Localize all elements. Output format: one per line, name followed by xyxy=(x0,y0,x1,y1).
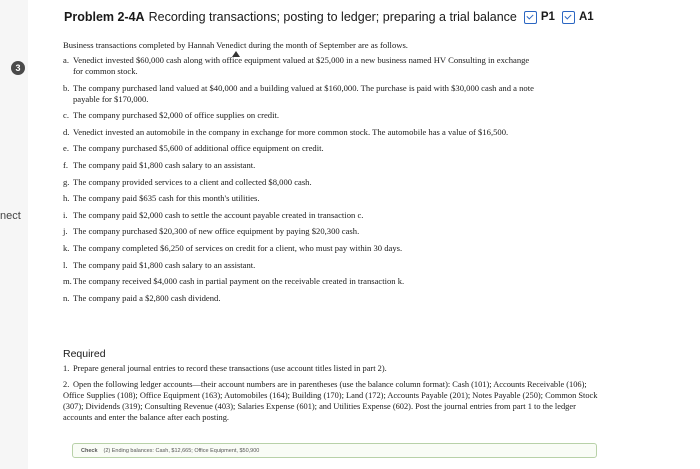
transaction-text: The company purchased $2,000 of office supplies on credit. xyxy=(73,110,280,121)
transaction-letter: j. xyxy=(63,226,68,237)
transaction-i xyxy=(63,210,623,221)
transaction-text: Venedict invested an automobile in the company in exchange for more common stock. The automobile has a value of $16,500. xyxy=(73,126,509,137)
check-text: (2) Ending balances: Cash, $12,665; Office Equipment, $50,900 xyxy=(103,447,260,454)
transaction-letter: l. xyxy=(63,259,68,270)
transaction-letter: i. xyxy=(63,209,68,220)
required-list xyxy=(63,363,603,428)
transaction-e xyxy=(63,143,623,154)
transaction-letter: c. xyxy=(63,110,69,121)
required-number: 2. xyxy=(63,380,70,389)
transaction-f xyxy=(63,160,623,171)
problem-title xyxy=(64,10,594,24)
transaction-text-cont: payable for $170,000. xyxy=(73,93,149,104)
learning-objective-p1: P1 xyxy=(540,11,555,23)
transaction-a xyxy=(63,55,623,77)
transaction-b xyxy=(63,83,623,105)
transaction-n xyxy=(63,293,623,304)
transaction-l xyxy=(63,260,623,271)
transaction-k xyxy=(63,243,623,254)
transaction-letter: n. xyxy=(63,292,70,303)
learning-objective-check-icon xyxy=(562,11,575,24)
transaction-letter: e. xyxy=(63,143,69,154)
transaction-list xyxy=(63,55,623,309)
transaction-text: The company completed $6,250 of services on credit for a client, who must pay within 30 days. xyxy=(73,242,403,253)
transaction-letter: a. xyxy=(63,55,69,65)
transaction-h xyxy=(63,193,623,204)
transaction-text: Venedict invested $60,000 cash along with office equipment valued at $25,000 in a new business named HV Consulting in exchange xyxy=(73,55,530,65)
transaction-text: The company purchased $20,300 of new office equipment by paying $20,300 cash. xyxy=(73,226,360,237)
required-item-2 xyxy=(63,379,603,423)
transaction-g xyxy=(63,177,623,188)
transaction-text: The company paid $2,000 cash to settle the account payable created in transaction c. xyxy=(73,209,364,220)
learning-objective-check-icon xyxy=(524,11,537,24)
step-badge[interactable]: 3 xyxy=(11,61,25,75)
transaction-letter: d. xyxy=(63,126,70,137)
problem-title-text: Recording transactions; posting to ledger; preparing a trial balance xyxy=(148,10,517,24)
check-label: Check xyxy=(81,447,98,454)
transaction-letter: g. xyxy=(63,176,70,187)
intro-text: Business transactions completed by Hannah Venedict during the month of September are as follows. xyxy=(63,40,408,50)
transaction-text: The company paid $1,800 cash salary to an assistant. xyxy=(73,259,256,270)
sidebar-connect-label[interactable]: nect xyxy=(0,210,21,222)
transaction-text: The company paid $635 cash for this month's utilities. xyxy=(73,193,260,204)
transaction-text: The company paid $1,800 cash salary to an assistant. xyxy=(73,159,256,170)
transaction-text: The company purchased $5,600 of additional office equipment on credit. xyxy=(73,143,324,154)
transaction-text: The company provided services to a client and collected $8,000 cash. xyxy=(73,176,312,187)
check-figures-box xyxy=(72,443,597,458)
transaction-letter: b. xyxy=(63,82,70,93)
transaction-text: The company paid a $2,800 cash dividend. xyxy=(73,292,221,303)
required-text: Prepare general journal entries to record these transactions (use account titles listed in part 2). xyxy=(73,364,387,373)
transaction-letter: f. xyxy=(63,159,69,170)
transaction-letter: m. xyxy=(63,276,72,287)
learning-objective-a1: A1 xyxy=(578,11,594,23)
transaction-d xyxy=(63,127,623,138)
transaction-text: The company purchased land valued at $40,000 and a building valued at $160,000. The purchase is paid with $30,000 cash and a note xyxy=(73,82,534,93)
required-heading: Required xyxy=(63,348,106,360)
transaction-letter: h. xyxy=(63,193,70,204)
transaction-j xyxy=(63,226,623,237)
required-text: Open the following ledger accounts—their account numbers are in parentheses (use the balance column format): Cash (101); Accounts Receivable (106); Office Supplies (108); Office Equipment (163); Automobiles (164); Building (170); Land (172); Accounts Payable (201); Notes Payable (250); Common Stock (307); Dividends (319); Consulting Revenue (403); Salaries Expense (601); and Utilities Expense (602). Post the journal entries from part 1 to the ledger accounts and enter the balance after each posting. xyxy=(63,380,598,422)
transaction-c xyxy=(63,110,623,121)
transaction-text-cont: for common stock. xyxy=(73,66,138,76)
required-item-1 xyxy=(63,363,603,374)
transaction-m xyxy=(63,276,623,287)
required-number: 1. xyxy=(63,364,70,373)
problem-number: Problem 2-4A xyxy=(64,10,145,24)
transaction-text: The company received $4,000 cash in partial payment on the receivable created in transaction k. xyxy=(73,276,405,287)
transaction-letter: k. xyxy=(63,242,70,253)
